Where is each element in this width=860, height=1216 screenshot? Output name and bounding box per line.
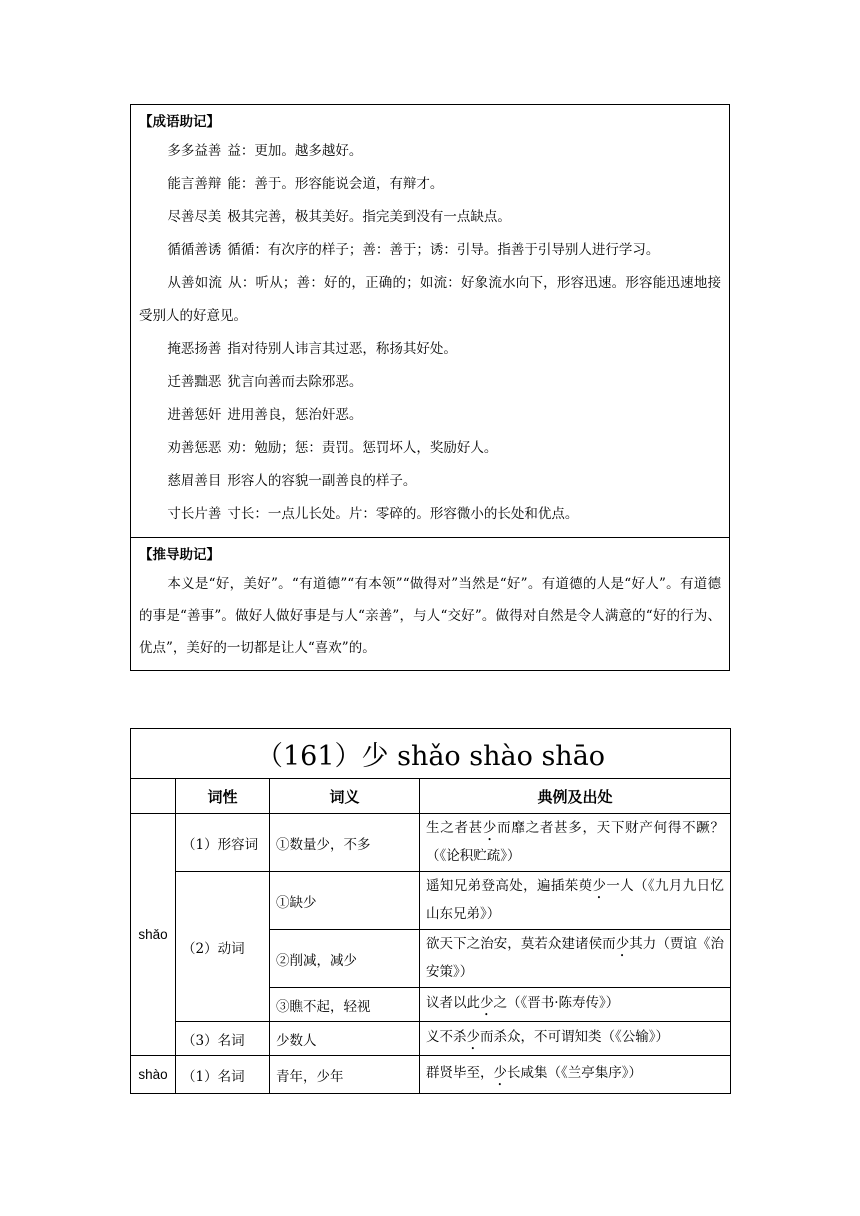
idiom-item [139, 333, 721, 366]
idiom-word: 劝善惩恶 [167, 440, 222, 456]
example-text: 议者以此 [426, 994, 480, 1011]
idiom-def: 指对待别人讳言其过恶，称扬其好处。 [227, 341, 457, 357]
example-text: 义不杀 [426, 1028, 467, 1045]
example-key-char: 少 [480, 994, 494, 1011]
idiom-heading: 【成语助记】 [139, 114, 220, 130]
idiom-item [139, 399, 721, 432]
example-key-char: 少 [493, 1064, 507, 1081]
idiom-item [139, 498, 721, 531]
example-cell [420, 930, 731, 988]
meaning-cell: 青年，少年 [270, 1056, 420, 1094]
idiom-item [139, 465, 721, 498]
idiom-item [139, 135, 721, 168]
derive-text: 本义是“好，美好”。“有道德”“有本领”“做得对”当然是“好”。有道德的人是“好人”。有道德的事是“善事”。做好人做好事是与人“亲善”，与人“交好”。做得对自然是令人满意的“好的行为、优点”，美好的一切都是让人“喜欢”的。 [139, 576, 721, 656]
idiom-word: 循循善诱 [167, 242, 222, 258]
idiom-def: 形容人的容貌一副善良的样子。 [227, 473, 417, 489]
pos-cell: （2）动词 [176, 872, 270, 1022]
table-row [131, 1022, 731, 1056]
idiom-word: 慈眉善目 [167, 473, 222, 489]
pos-cell: （1）名词 [176, 1056, 270, 1094]
example-cell [420, 1056, 731, 1094]
idiom-word: 进善惩奸 [167, 407, 222, 423]
example-text: 而杀众，不可谓知类（《公输》） [480, 1028, 669, 1045]
idiom-def: 劝：勉励；惩：责罚。惩罚坏人，奖励好人。 [227, 440, 498, 456]
meaning-cell: ③瞧不起，轻视 [270, 988, 420, 1022]
example-text: 生之者甚 [426, 820, 483, 836]
example-text: 一人（《九月九日忆山东兄弟》） [426, 878, 725, 922]
example-text: 而靡之者甚多，天下财产何得不蹶？（《论积贮疏》） [426, 820, 725, 864]
idiom-word: 尽善尽美 [167, 209, 222, 225]
table-row [131, 814, 731, 872]
reading-shao4: shào [131, 1056, 176, 1094]
idiom-item [139, 168, 721, 201]
example-text: 欲天下之治安，莫若众建诸侯而 [426, 936, 616, 952]
meaning-cell: ②削减，减少 [270, 930, 420, 988]
meaning-cell: ①缺少 [270, 872, 420, 930]
example-cell [420, 814, 731, 872]
derive-heading: 【推导助记】 [139, 547, 220, 563]
header-example: 典例及出处 [420, 779, 731, 814]
example-text: 之（《晋书·陈寿传》） [493, 994, 620, 1011]
example-cell [420, 1022, 731, 1056]
example-text: 其力（贾谊《治安策》） [426, 936, 725, 980]
idiom-word: 迁善黜恶 [167, 374, 222, 390]
idiom-item [139, 201, 721, 234]
header-pos: 词性 [176, 779, 270, 814]
pos-cell: （1）形容词 [176, 814, 270, 872]
idiom-word: 寸长片善 [167, 506, 222, 522]
pos-cell: （3）名词 [176, 1022, 270, 1056]
idiom-section [131, 105, 729, 537]
idiom-def: 极其完善，极其美好。指完美到没有一点缺点。 [227, 209, 511, 225]
character-table [130, 728, 731, 1094]
meaning-cell: ①数量少，不多 [270, 814, 420, 872]
header-blank [131, 779, 176, 814]
example-text: 群贤毕至， [426, 1064, 494, 1081]
example-key-char: 少 [466, 1028, 480, 1045]
idiom-item [139, 234, 721, 267]
idiom-def: 益：更加。越多越好。 [227, 143, 363, 159]
idiom-def: 进用善良，惩治奸恶。 [227, 407, 363, 423]
example-text: 遥知兄弟登高处，遍插茱萸 [426, 878, 593, 894]
example-key-char: 少 [482, 820, 498, 836]
idiom-def: 从：听从；善：好的，正确的；如流：好象流水向下，形容迅速。形容能迅速地接受别人的好意见。 [139, 275, 722, 324]
idiom-word: 掩恶扬善 [167, 341, 222, 357]
table-row [131, 1056, 731, 1094]
derive-section [131, 537, 729, 670]
idiom-item [139, 432, 721, 465]
idiom-word: 能言善辩 [167, 176, 222, 192]
idiom-def: 犹言向善而去除邪恶。 [227, 374, 363, 390]
example-text: 长咸集（《兰亭集序》） [507, 1064, 642, 1081]
idiom-word: 从善如流 [167, 275, 223, 291]
idiom-def: 能：善于。形容能说会道，有辩才。 [227, 176, 444, 192]
example-key-char: 少 [592, 878, 607, 894]
table-row [131, 872, 731, 930]
idiom-box [130, 104, 730, 671]
example-key-char: 少 [615, 936, 630, 952]
meaning-cell: 少数人 [270, 1022, 420, 1056]
idiom-def: 循循：有次序的样子；善：善于；诱：引导。指善于引导别人进行学习。 [227, 242, 660, 258]
idiom-item [139, 366, 721, 399]
example-cell [420, 872, 731, 930]
idiom-def: 寸长：一点儿长处。片：零碎的。形容微小的长处和优点。 [227, 506, 579, 522]
reading-shao3: shǎo [131, 814, 176, 1056]
char-title: （161）少 shǎo shào shāo [131, 729, 731, 779]
example-cell [420, 988, 731, 1022]
idiom-item [139, 267, 721, 333]
header-meaning: 词义 [270, 779, 420, 814]
idiom-word: 多多益善 [167, 143, 222, 159]
